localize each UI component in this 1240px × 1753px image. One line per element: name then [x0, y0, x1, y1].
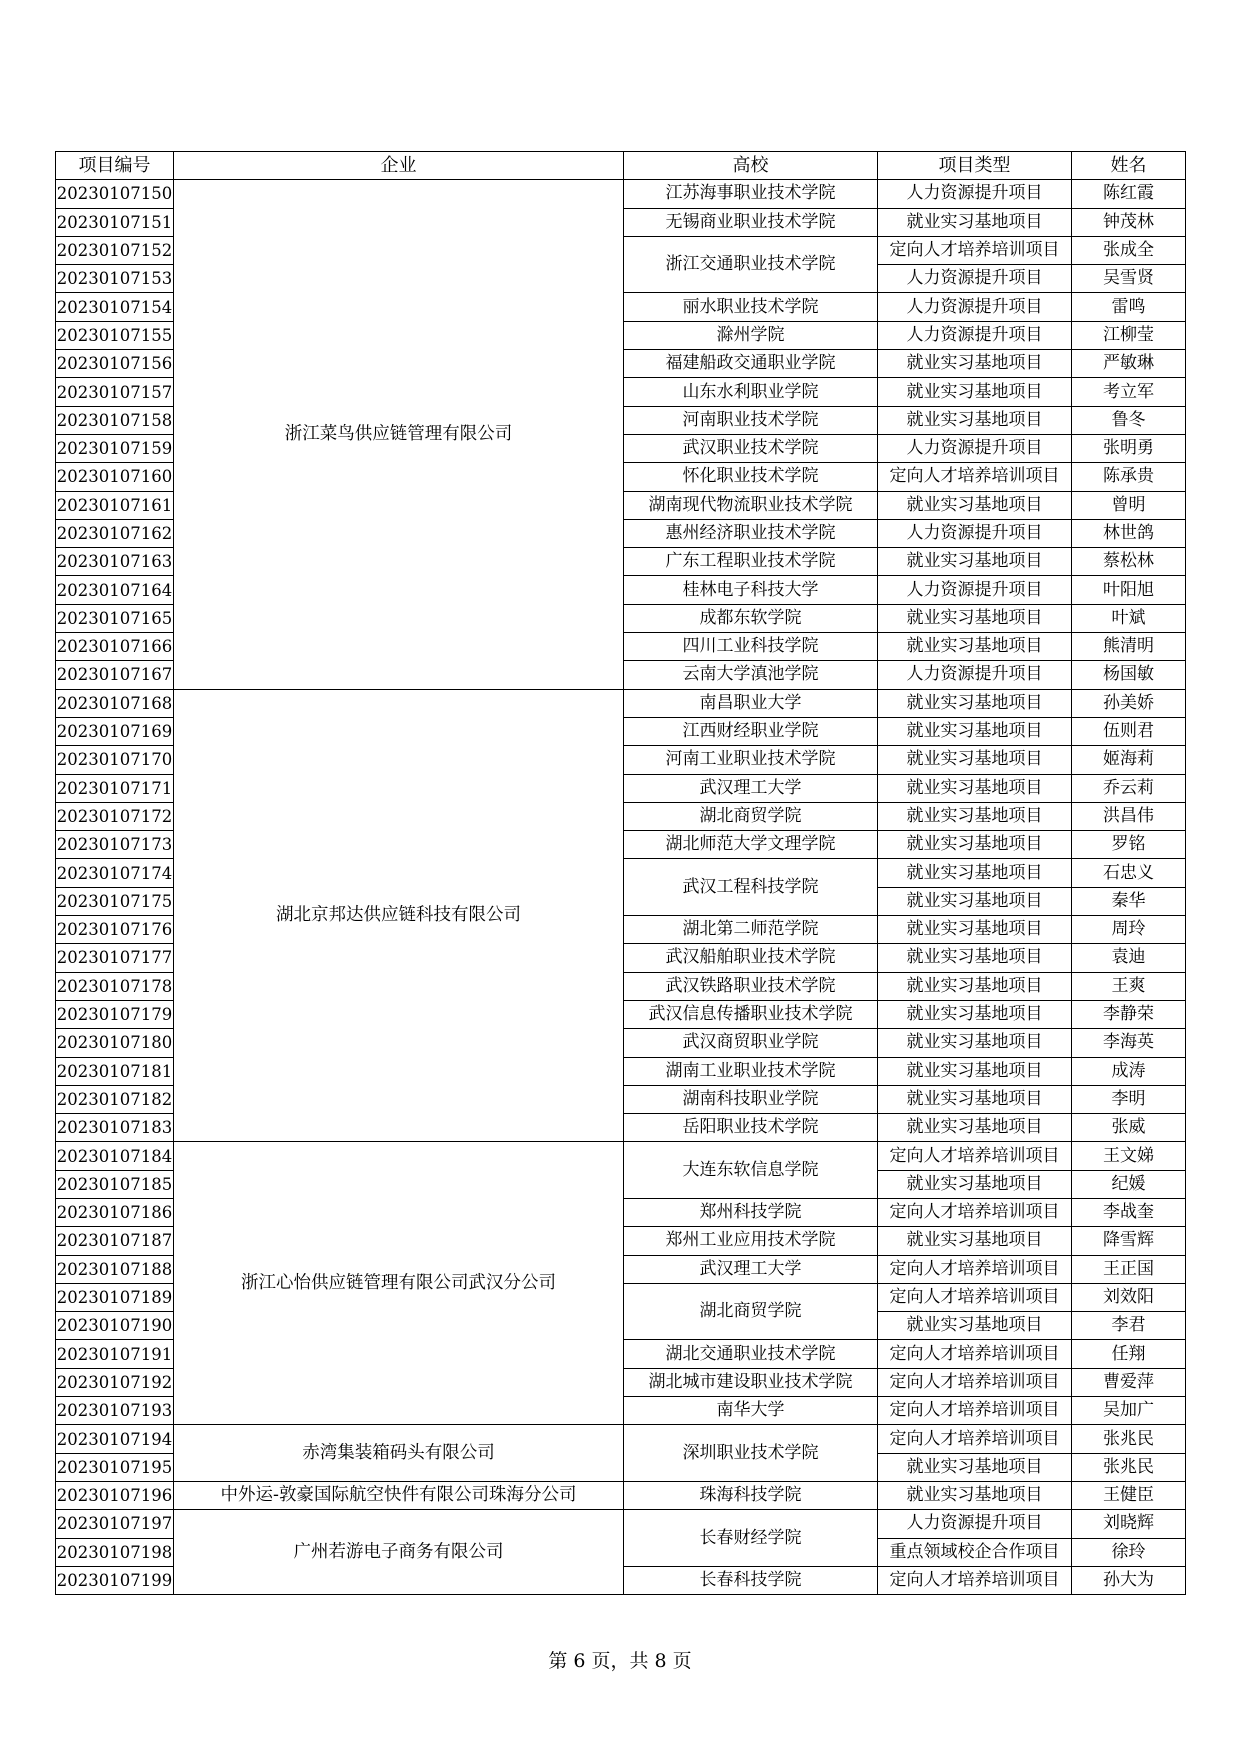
- project-type-cell: 人力资源提升项目: [878, 661, 1072, 689]
- project-type-cell: 定向人才培养培训项目: [878, 1397, 1072, 1425]
- table-row: [56, 1510, 1186, 1538]
- table-row: [56, 1481, 1186, 1509]
- person-name-cell: 王正国: [1072, 1255, 1186, 1283]
- project-type-cell: 定向人才培养培训项目: [878, 1255, 1072, 1283]
- project-id-cell: 20230107180: [56, 1029, 174, 1057]
- project-id-cell: 20230107173: [56, 831, 174, 859]
- person-name-cell: 考立军: [1072, 378, 1186, 406]
- school-cell: 湖南工业职业技术学院: [624, 1057, 878, 1085]
- project-id-cell: 20230107155: [56, 321, 174, 349]
- person-name-cell: 李君: [1072, 1312, 1186, 1340]
- company-cell: 中外运-敦豪国际航空快件有限公司珠海分公司: [174, 1481, 624, 1509]
- project-id-cell: 20230107164: [56, 576, 174, 604]
- person-name-cell: 乔云莉: [1072, 774, 1186, 802]
- project-type-cell: 就业实习基地项目: [878, 350, 1072, 378]
- project-id-cell: 20230107156: [56, 350, 174, 378]
- project-id-cell: 20230107190: [56, 1312, 174, 1340]
- project-type-cell: 就业实习基地项目: [878, 916, 1072, 944]
- person-name-cell: 李海英: [1072, 1029, 1186, 1057]
- project-id-cell: 20230107162: [56, 519, 174, 547]
- person-name-cell: 罗铭: [1072, 831, 1186, 859]
- school-cell: 武汉商贸职业学院: [624, 1029, 878, 1057]
- person-name-cell: 王健臣: [1072, 1481, 1186, 1509]
- project-type-cell: 就业实习基地项目: [878, 689, 1072, 717]
- company-cell: 赤湾集装箱码头有限公司: [174, 1425, 624, 1482]
- project-type-cell: 就业实习基地项目: [878, 944, 1072, 972]
- project-type-cell: 就业实习基地项目: [878, 1029, 1072, 1057]
- school-cell: 湖北商贸学院: [624, 802, 878, 830]
- school-cell: 无锡商业职业技术学院: [624, 208, 878, 236]
- project-type-cell: 就业实习基地项目: [878, 802, 1072, 830]
- person-name-cell: 熊清明: [1072, 633, 1186, 661]
- project-id-cell: 20230107152: [56, 236, 174, 264]
- school-cell: 武汉船舶职业技术学院: [624, 944, 878, 972]
- person-name-cell: 刘晓辉: [1072, 1510, 1186, 1538]
- school-cell: 湖南科技职业学院: [624, 1085, 878, 1113]
- person-name-cell: 江柳莹: [1072, 321, 1186, 349]
- project-type-cell: 就业实习基地项目: [878, 378, 1072, 406]
- project-type-cell: 重点领域校企合作项目: [878, 1538, 1072, 1566]
- school-cell: 湖北第二师范学院: [624, 916, 878, 944]
- project-type-cell: 定向人才培养培训项目: [878, 1198, 1072, 1226]
- person-name-cell: 孙大为: [1072, 1566, 1186, 1594]
- project-type-cell: 就业实习基地项目: [878, 1114, 1072, 1142]
- person-name-cell: 吴加广: [1072, 1397, 1186, 1425]
- header-row: [56, 152, 1186, 180]
- school-cell: 滁州学院: [624, 321, 878, 349]
- school-cell: 深圳职业技术学院: [624, 1425, 878, 1482]
- project-id-cell: 20230107170: [56, 746, 174, 774]
- person-name-cell: 周玲: [1072, 916, 1186, 944]
- project-type-cell: 就业实习基地项目: [878, 1000, 1072, 1028]
- person-name-cell: 曹爱萍: [1072, 1368, 1186, 1396]
- project-id-cell: 20230107165: [56, 604, 174, 632]
- project-id-cell: 20230107184: [56, 1142, 174, 1170]
- person-name-cell: 钟茂林: [1072, 208, 1186, 236]
- project-type-cell: 人力资源提升项目: [878, 434, 1072, 462]
- header-project-id: 项目编号: [56, 152, 174, 180]
- school-cell: 山东水利职业学院: [624, 378, 878, 406]
- school-cell: 河南工业职业技术学院: [624, 746, 878, 774]
- school-cell: 湖南现代物流职业技术学院: [624, 491, 878, 519]
- school-cell: 南华大学: [624, 1397, 878, 1425]
- project-id-cell: 20230107159: [56, 434, 174, 462]
- project-type-cell: 就业实习基地项目: [878, 1453, 1072, 1481]
- project-type-cell: 就业实习基地项目: [878, 859, 1072, 887]
- project-id-cell: 20230107199: [56, 1566, 174, 1594]
- person-name-cell: 叶阳旭: [1072, 576, 1186, 604]
- project-type-cell: 定向人才培养培训项目: [878, 1340, 1072, 1368]
- project-id-cell: 20230107174: [56, 859, 174, 887]
- project-id-cell: 20230107176: [56, 916, 174, 944]
- project-id-cell: 20230107192: [56, 1368, 174, 1396]
- project-id-cell: 20230107193: [56, 1397, 174, 1425]
- project-id-cell: 20230107163: [56, 548, 174, 576]
- project-type-cell: 就业实习基地项目: [878, 831, 1072, 859]
- school-cell: 河南职业技术学院: [624, 406, 878, 434]
- project-id-cell: 20230107175: [56, 887, 174, 915]
- school-cell: 武汉理工大学: [624, 1255, 878, 1283]
- project-type-cell: 人力资源提升项目: [878, 180, 1072, 208]
- project-type-cell: 就业实习基地项目: [878, 1057, 1072, 1085]
- school-cell: 南昌职业大学: [624, 689, 878, 717]
- project-type-cell: 人力资源提升项目: [878, 519, 1072, 547]
- person-name-cell: 张兆民: [1072, 1453, 1186, 1481]
- project-type-cell: 定向人才培养培训项目: [878, 1283, 1072, 1311]
- project-id-cell: 20230107151: [56, 208, 174, 236]
- person-name-cell: 秦华: [1072, 887, 1186, 915]
- person-name-cell: 雷鸣: [1072, 293, 1186, 321]
- project-id-cell: 20230107185: [56, 1170, 174, 1198]
- person-name-cell: 石忠义: [1072, 859, 1186, 887]
- table-row: [56, 689, 1186, 717]
- school-cell: 长春财经学院: [624, 1510, 878, 1567]
- project-id-cell: 20230107158: [56, 406, 174, 434]
- project-type-cell: 就业实习基地项目: [878, 717, 1072, 745]
- project-id-cell: 20230107182: [56, 1085, 174, 1113]
- project-type-cell: 定向人才培养培训项目: [878, 1425, 1072, 1453]
- school-cell: 江西财经职业学院: [624, 717, 878, 745]
- project-id-cell: 20230107186: [56, 1198, 174, 1226]
- header-school: 高校: [624, 152, 878, 180]
- person-name-cell: 李明: [1072, 1085, 1186, 1113]
- person-name-cell: 张成全: [1072, 236, 1186, 264]
- project-type-cell: 人力资源提升项目: [878, 293, 1072, 321]
- project-type-cell: 就业实习基地项目: [878, 1170, 1072, 1198]
- school-cell: 福建船政交通职业学院: [624, 350, 878, 378]
- project-type-cell: 定向人才培养培训项目: [878, 463, 1072, 491]
- project-type-cell: 就业实习基地项目: [878, 1085, 1072, 1113]
- table-row: [56, 1142, 1186, 1170]
- header-name: 姓名: [1072, 152, 1186, 180]
- school-cell: 湖北城市建设职业技术学院: [624, 1368, 878, 1396]
- person-name-cell: 张兆民: [1072, 1425, 1186, 1453]
- project-type-cell: 就业实习基地项目: [878, 887, 1072, 915]
- person-name-cell: 张明勇: [1072, 434, 1186, 462]
- project-type-cell: 就业实习基地项目: [878, 972, 1072, 1000]
- header-company: 企业: [174, 152, 624, 180]
- project-id-cell: 20230107194: [56, 1425, 174, 1453]
- project-id-cell: 20230107160: [56, 463, 174, 491]
- project-id-cell: 20230107181: [56, 1057, 174, 1085]
- school-cell: 成都东软学院: [624, 604, 878, 632]
- table-row: [56, 1425, 1186, 1453]
- person-name-cell: 孙美娇: [1072, 689, 1186, 717]
- school-cell: 桂林电子科技大学: [624, 576, 878, 604]
- person-name-cell: 叶斌: [1072, 604, 1186, 632]
- project-type-cell: 就业实习基地项目: [878, 548, 1072, 576]
- person-name-cell: 杨国敏: [1072, 661, 1186, 689]
- project-id-cell: 20230107189: [56, 1283, 174, 1311]
- project-id-cell: 20230107183: [56, 1114, 174, 1142]
- person-name-cell: 成涛: [1072, 1057, 1186, 1085]
- school-cell: 浙江交通职业技术学院: [624, 236, 878, 293]
- project-id-cell: 20230107166: [56, 633, 174, 661]
- school-cell: 武汉职业技术学院: [624, 434, 878, 462]
- school-cell: 丽水职业技术学院: [624, 293, 878, 321]
- project-type-cell: 就业实习基地项目: [878, 491, 1072, 519]
- project-id-cell: 20230107153: [56, 265, 174, 293]
- school-cell: 郑州科技学院: [624, 1198, 878, 1226]
- project-id-cell: 20230107197: [56, 1510, 174, 1538]
- project-id-cell: 20230107188: [56, 1255, 174, 1283]
- person-name-cell: 张威: [1072, 1114, 1186, 1142]
- project-id-cell: 20230107171: [56, 774, 174, 802]
- school-cell: 岳阳职业技术学院: [624, 1114, 878, 1142]
- project-id-cell: 20230107198: [56, 1538, 174, 1566]
- person-name-cell: 伍则君: [1072, 717, 1186, 745]
- project-type-cell: 就业实习基地项目: [878, 406, 1072, 434]
- person-name-cell: 纪媛: [1072, 1170, 1186, 1198]
- project-id-cell: 20230107154: [56, 293, 174, 321]
- company-cell: 浙江菜鸟供应链管理有限公司: [174, 180, 624, 689]
- project-type-cell: 定向人才培养培训项目: [878, 1566, 1072, 1594]
- company-cell: 浙江心怡供应链管理有限公司武汉分公司: [174, 1142, 624, 1425]
- project-id-cell: 20230107167: [56, 661, 174, 689]
- school-cell: 湖北师范大学文理学院: [624, 831, 878, 859]
- school-cell: 江苏海事职业技术学院: [624, 180, 878, 208]
- person-name-cell: 刘效阳: [1072, 1283, 1186, 1311]
- project-type-cell: 定向人才培养培训项目: [878, 1142, 1072, 1170]
- project-type-cell: 就业实习基地项目: [878, 208, 1072, 236]
- person-name-cell: 姬海莉: [1072, 746, 1186, 774]
- person-name-cell: 王爽: [1072, 972, 1186, 1000]
- person-name-cell: 陈红霞: [1072, 180, 1186, 208]
- school-cell: 湖北商贸学院: [624, 1283, 878, 1340]
- school-cell: 珠海科技学院: [624, 1481, 878, 1509]
- school-cell: 云南大学滇池学院: [624, 661, 878, 689]
- person-name-cell: 曾明: [1072, 491, 1186, 519]
- project-id-cell: 20230107157: [56, 378, 174, 406]
- project-type-cell: 就业实习基地项目: [878, 633, 1072, 661]
- project-type-cell: 就业实习基地项目: [878, 1227, 1072, 1255]
- project-type-cell: 就业实习基地项目: [878, 746, 1072, 774]
- project-type-cell: 就业实习基地项目: [878, 1312, 1072, 1340]
- school-cell: 惠州经济职业技术学院: [624, 519, 878, 547]
- project-type-cell: 人力资源提升项目: [878, 265, 1072, 293]
- project-id-cell: 20230107150: [56, 180, 174, 208]
- project-type-cell: 就业实习基地项目: [878, 774, 1072, 802]
- project-id-cell: 20230107169: [56, 717, 174, 745]
- header-project-type: 项目类型: [878, 152, 1072, 180]
- school-cell: 四川工业科技学院: [624, 633, 878, 661]
- school-cell: 湖北交通职业技术学院: [624, 1340, 878, 1368]
- project-id-cell: 20230107179: [56, 1000, 174, 1028]
- project-id-cell: 20230107187: [56, 1227, 174, 1255]
- company-cell: 广州若游电子商务有限公司: [174, 1510, 624, 1595]
- school-cell: 郑州工业应用技术学院: [624, 1227, 878, 1255]
- company-cell: 湖北京邦达供应链科技有限公司: [174, 689, 624, 1142]
- project-id-cell: 20230107168: [56, 689, 174, 717]
- school-cell: 广东工程职业技术学院: [624, 548, 878, 576]
- person-name-cell: 任翔: [1072, 1340, 1186, 1368]
- project-type-cell: 就业实习基地项目: [878, 604, 1072, 632]
- person-name-cell: 洪昌伟: [1072, 802, 1186, 830]
- school-cell: 武汉理工大学: [624, 774, 878, 802]
- project-type-cell: 人力资源提升项目: [878, 321, 1072, 349]
- school-cell: 武汉工程科技学院: [624, 859, 878, 916]
- person-name-cell: 徐玲: [1072, 1538, 1186, 1566]
- school-cell: 武汉铁路职业技术学院: [624, 972, 878, 1000]
- project-id-cell: 20230107178: [56, 972, 174, 1000]
- school-cell: 怀化职业技术学院: [624, 463, 878, 491]
- person-name-cell: 李战奎: [1072, 1198, 1186, 1226]
- project-type-cell: 人力资源提升项目: [878, 576, 1072, 604]
- person-name-cell: 降雪辉: [1072, 1227, 1186, 1255]
- table-row: [56, 180, 1186, 208]
- project-table: [55, 151, 1186, 1595]
- project-id-cell: 20230107196: [56, 1481, 174, 1509]
- person-name-cell: 李静荣: [1072, 1000, 1186, 1028]
- person-name-cell: 林世鸽: [1072, 519, 1186, 547]
- page-footer: 第 6 页，共 8 页: [548, 1650, 692, 1672]
- person-name-cell: 陈承贵: [1072, 463, 1186, 491]
- project-type-cell: 人力资源提升项目: [878, 1510, 1072, 1538]
- school-cell: 大连东软信息学院: [624, 1142, 878, 1199]
- project-id-cell: 20230107172: [56, 802, 174, 830]
- person-name-cell: 鲁冬: [1072, 406, 1186, 434]
- project-id-cell: 20230107195: [56, 1453, 174, 1481]
- person-name-cell: 吴雪贤: [1072, 265, 1186, 293]
- project-id-cell: 20230107191: [56, 1340, 174, 1368]
- table-body: [56, 180, 1186, 1595]
- person-name-cell: 袁迪: [1072, 944, 1186, 972]
- school-cell: 武汉信息传播职业技术学院: [624, 1000, 878, 1028]
- project-type-cell: 定向人才培养培训项目: [878, 1368, 1072, 1396]
- project-id-cell: 20230107161: [56, 491, 174, 519]
- project-type-cell: 定向人才培养培训项目: [878, 236, 1072, 264]
- person-name-cell: 蔡松林: [1072, 548, 1186, 576]
- person-name-cell: 王文娣: [1072, 1142, 1186, 1170]
- person-name-cell: 严敏琳: [1072, 350, 1186, 378]
- project-type-cell: 就业实习基地项目: [878, 1481, 1072, 1509]
- school-cell: 长春科技学院: [624, 1566, 878, 1594]
- project-id-cell: 20230107177: [56, 944, 174, 972]
